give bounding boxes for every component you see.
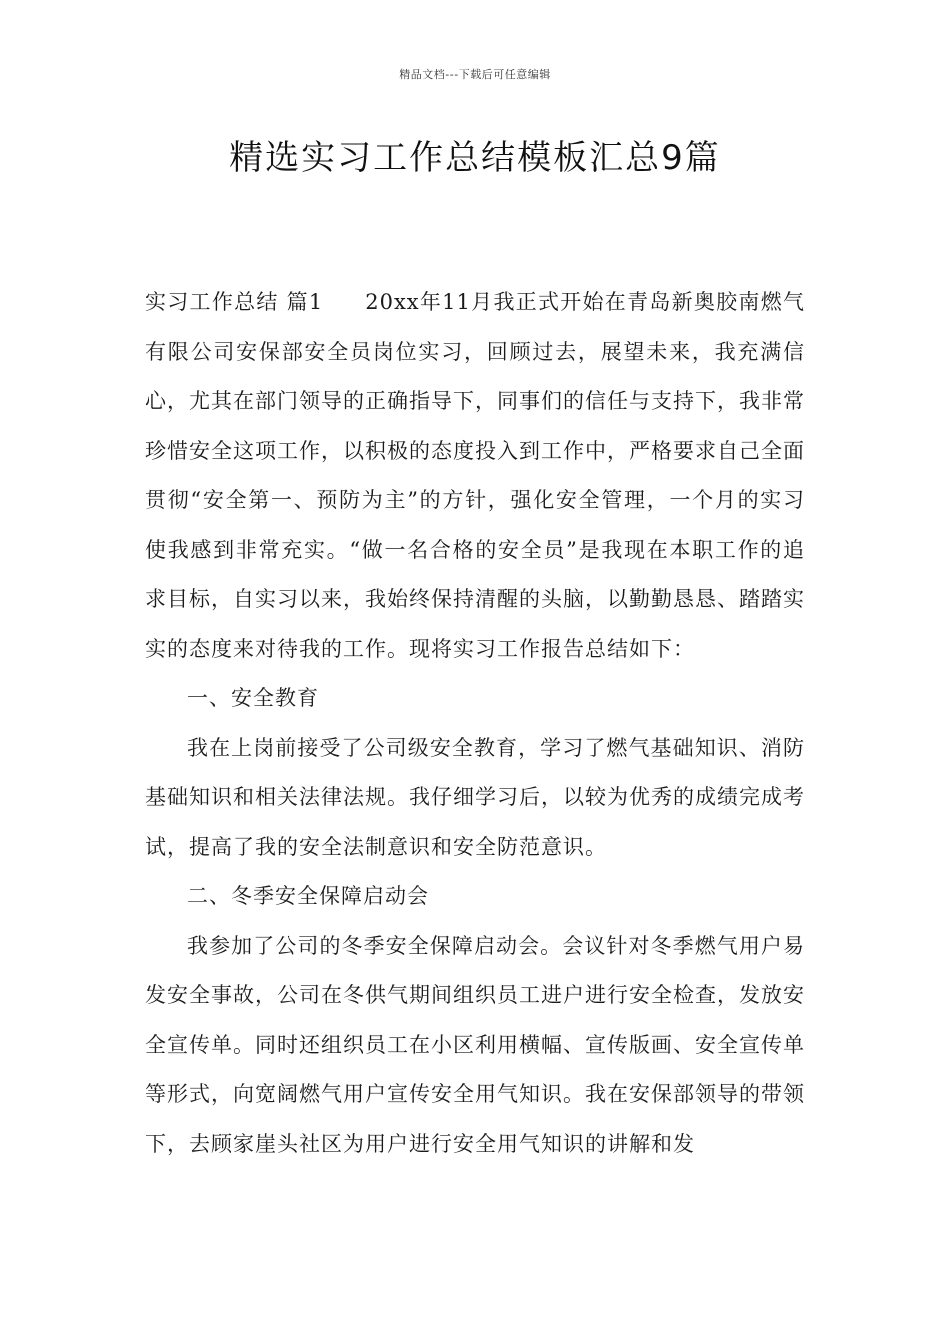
winter-meeting-paragraph: 我参加了公司的冬季安全保障启动会。会议针对冬季燃气用户易发安全事故，公司在冬供气期间组织员工进户进行安全检查，发放安全宣传单。同时还组织员工在小区利用横幅、宣传版画、安全宣传单等形式，向宽阔燃气用户宣传安全用气知识。我在安保部领导的带领下，去顾家崖头社区为用户进行安全用气知识的讲解和发 bbox=[145, 933, 805, 1156]
intro-paragraph bbox=[145, 278, 805, 674]
section-heading-winter-meeting: 二、冬季安全保障启动会 bbox=[187, 884, 429, 908]
safety-education-paragraph: 我在上岗前接受了公司级安全教育，学习了燃气基础知识、消防基础知识和相关法律法规。我仔细学习后，以较为优秀的成绩完成考试，提高了我的安全法制意识和安全防范意识。 bbox=[145, 735, 805, 859]
section-heading-safety-education: 一、安全教育 bbox=[187, 686, 319, 710]
document-body bbox=[145, 278, 805, 1169]
page-header-note: 精品文档---下载后可任意编辑 bbox=[399, 68, 551, 81]
document-title: 精选实习工作总结模板汇总9篇 bbox=[229, 138, 721, 178]
section-label: 实习工作总结 篇1 bbox=[145, 290, 324, 314]
intro-paragraph-text: 20xx年11月我正式开始在青岛新奥胶南燃气有限公司安保部安全员岗位实习，回顾过去，展望未来，我充满信心，尤其在部门领导的正确指导下，同事们的信任与支持下，我非常珍惜安全这项工作，以积极的态度投入到工作中，严格要求自己全面贯彻“安全第一、预防为主”的方针，强化安全管理，一个月的实习使我感到非常充实。“做一名合格的安全员”是我现在本职工作的追求目标，自实习以来，我始终保持清醒的头脑，以勤勤恳恳、踏踏实实的态度来对待我的工作。现将实习工作报告总结如下： bbox=[145, 290, 805, 661]
